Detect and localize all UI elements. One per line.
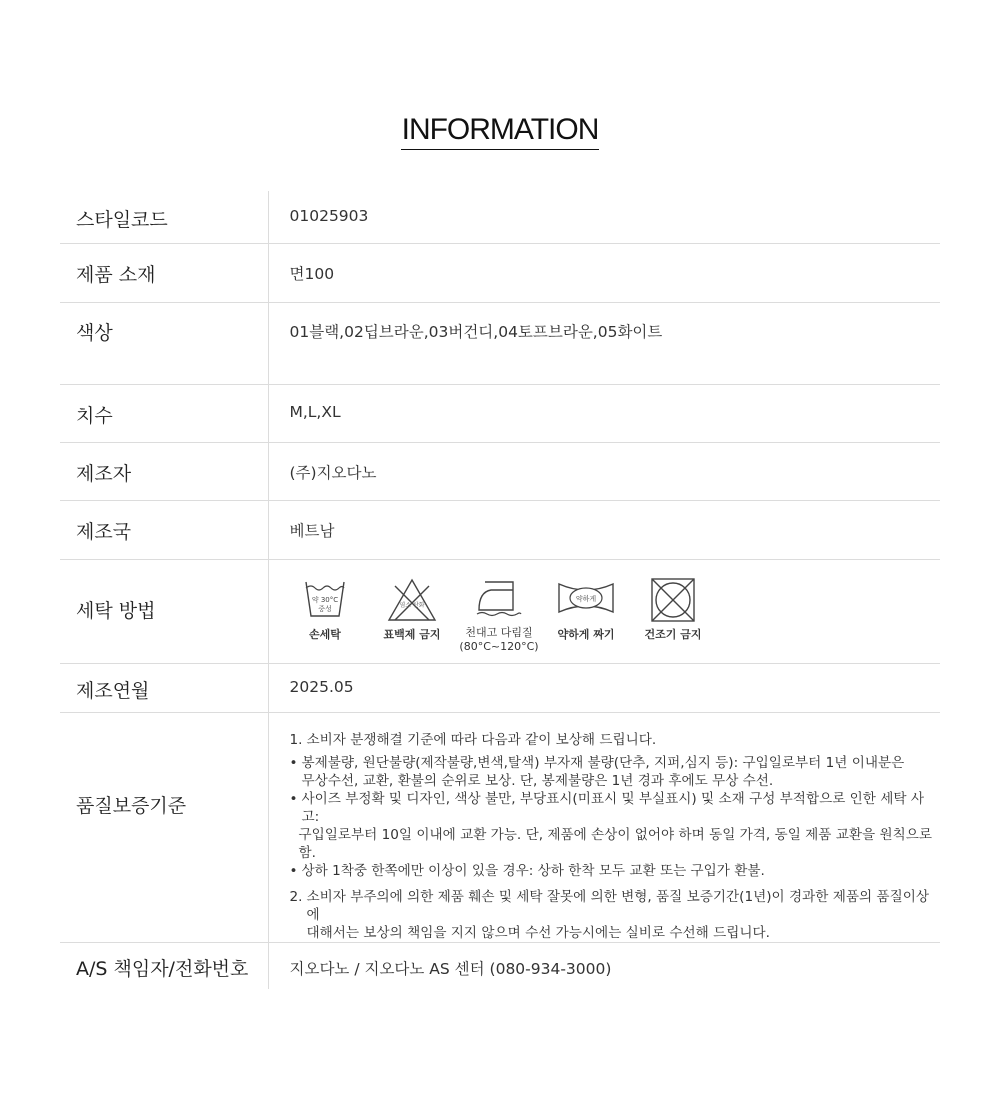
care-item-hand-wash [282,578,369,642]
gentle-wring-inner: 약하게 [575,594,597,603]
value-country [268,500,940,559]
label-size [60,384,268,442]
label-color [60,302,268,384]
item-text: 소비자 분쟁해결 기준에 따라 다음과 같이 보상해 드립니다. [306,731,657,748]
bullet-dot: • [289,754,298,771]
care-caption: 표백제 금지 [383,627,441,641]
label-text: 제품 소재 [76,263,156,286]
gentle-wring-icon [555,578,617,618]
bullet-line: 구입일로부터 10일 이내에 교환 가능. 단, 제품에 손상이 없어야 하며 동일 가격, 동일 제품 교환을 원칙으로 함. [298,826,932,861]
care-icons [269,560,941,654]
care-caption: 건조기 금지 [644,627,702,641]
quality-text [290,713,941,942]
value-text: 베트남 [289,521,335,540]
bullet-dot: • [289,862,298,879]
label-quality [60,712,268,942]
quality-bullet-1 [290,754,941,790]
value-maker [268,442,940,500]
value-text: 지오다노 / 지오다노 AS 센터 (080-934-3000) [289,959,612,978]
label-text: 제조자 [76,462,132,485]
no-tumble-dry-icon [651,578,695,622]
label-country [60,500,268,559]
quality-bullet-2 [290,790,941,862]
value-date [268,663,940,712]
value-size [268,384,940,442]
value-text: 01블랙,02딥브라운,03버건디,04토프브라운,05화이트 [289,322,663,341]
hand-wash-temp: 약 30°C [311,595,339,604]
value-quality [268,712,940,942]
value-as [268,942,940,989]
row-as [60,942,940,989]
care-item-no-bleach [369,578,456,642]
no-bleach-icon [387,578,437,622]
row-style-code [60,191,940,243]
row-wash [60,559,940,663]
item-line: 소비자 부주의에 의한 제품 훼손 및 세탁 잘못에 의한 변형, 품질 보증기간(1년)이 경과한 제품의 품질이상에 [306,888,929,923]
care-item-no-tumble-dry [630,578,717,642]
information-heading-wrap [0,112,1000,150]
label-style-code [60,191,268,243]
label-text: 품질보증기준 [76,794,187,817]
bullet-line: 무상수선, 교환, 환불의 순위로 보상. 단, 봉제불량은 1년 경과 후에도 무상 수선. [301,772,774,789]
hand-wash-icon [303,578,347,622]
value-material [268,243,940,302]
care-item-gentle-wring [543,578,630,642]
bullet-dot: • [289,790,298,807]
item-number: 2. [289,888,303,905]
value-text: 면100 [289,264,335,283]
label-text: A/S 책임자/전화번호 [76,957,249,980]
label-as [60,942,268,989]
label-text: 스타일코드 [76,209,168,231]
care-caption: 약하게 짜기 [557,627,615,641]
row-quality [60,712,940,942]
value-wash [268,559,940,663]
iron-icon [475,578,523,618]
row-maker [60,442,940,500]
row-material [60,243,940,302]
label-text: 제조국 [76,520,132,543]
quality-item-2 [290,888,941,942]
no-bleach-inner: 염소 산화 [399,601,425,609]
row-country [60,500,940,559]
hand-wash-detergent: 중성 [318,604,332,613]
care-caption: 천대고 다림질 [465,625,533,639]
row-date [60,663,940,712]
label-text: 치수 [76,404,113,427]
information-title: INFORMATION [401,112,600,150]
quality-bullet-3 [290,862,941,880]
value-text: 2025.05 [289,677,354,696]
value-text: (주)지오다노 [289,463,377,482]
value-color [268,302,940,384]
value-text: 01025903 [289,207,369,225]
bullet-line: 봉제불량, 원단불량(제작불량,변색,탈색) 부자재 불량(단추, 지퍼,심지 등): 구입일로부터 1년 이내분은 [301,754,905,771]
value-style-code [268,191,940,243]
product-info-table [60,191,940,989]
bullet-line: 상하 1착중 한쪽에만 이상이 있을 경우: 상하 한착 모두 교환 또는 구입가 환불. [301,862,765,879]
label-material [60,243,268,302]
label-maker [60,442,268,500]
item-line: 대해서는 보상의 책임을 지지 않으며 수선 가능시에는 실비로 수선해 드립니다. [306,924,770,941]
quality-item-1 [290,731,941,749]
label-text: 색상 [76,321,113,344]
value-text: M,L,XL [289,402,341,421]
bullet-line: 사이즈 부정확 및 디자인, 색상 불만, 부당표시(미표시 및 부실표시) 및 소재 구성 부적합으로 인한 세탁 사고: [301,790,924,825]
label-text: 세탁 방법 [76,599,156,622]
care-sub: (80°C~120°C) [459,639,539,653]
row-size [60,384,940,442]
label-text: 제조연월 [76,679,150,702]
row-color [60,302,940,384]
label-wash [60,559,268,663]
care-caption: 손세탁 [309,627,341,641]
care-item-iron [456,578,543,654]
label-date [60,663,268,712]
item-number: 1. [289,731,303,748]
